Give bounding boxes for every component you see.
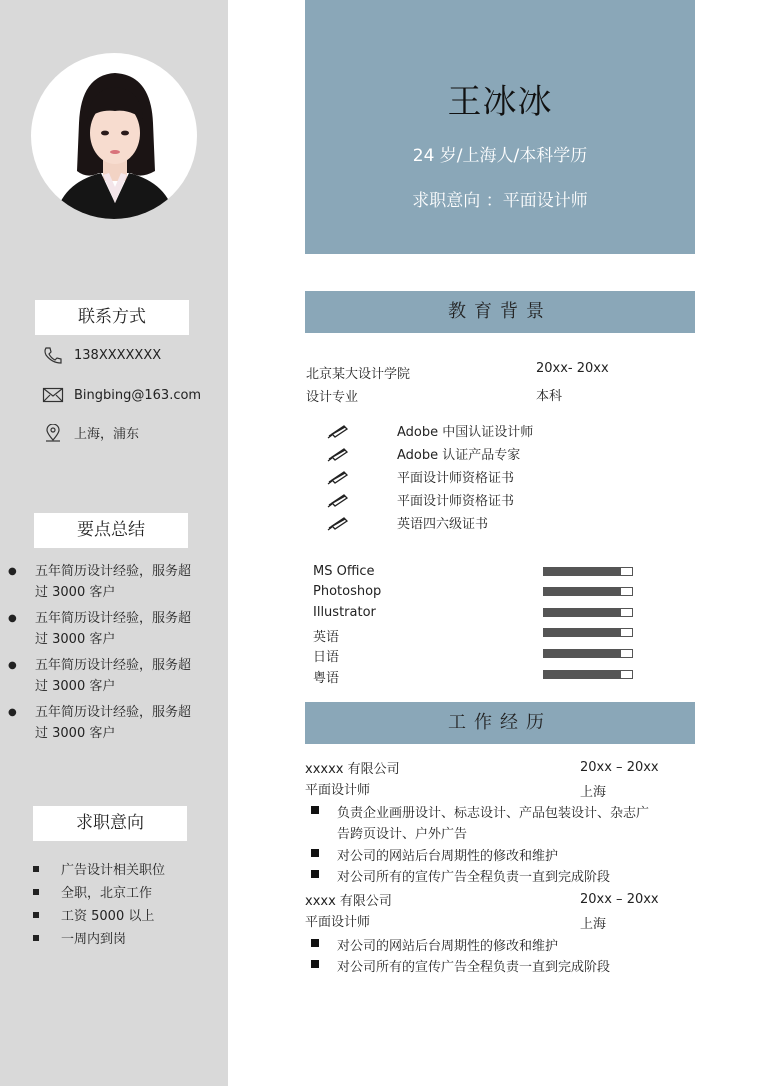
job-company: xxxxx 有限公司 xyxy=(305,762,400,777)
job-duty: 对公司所有的宣传广告全程负责一直到完成阶段 xyxy=(337,960,611,975)
phone-icon xyxy=(42,346,64,364)
work-section-title: 工作经历 xyxy=(305,702,695,744)
skill-level-bar xyxy=(543,628,633,637)
location-pin-icon xyxy=(42,424,64,442)
address-value: 上海，浦东 xyxy=(74,427,140,442)
square-bullet-icon xyxy=(33,866,39,872)
intention-section-title: 求职意向 xyxy=(33,806,187,841)
certificate-icon xyxy=(327,515,349,531)
contact-phone xyxy=(42,346,161,364)
job-duty: 告跨页设计、户外广告 xyxy=(337,827,468,842)
square-bullet-icon xyxy=(33,912,39,918)
skill-level-bar xyxy=(543,608,633,617)
summary-item-line: 五年简历设计经验，服务超 xyxy=(35,658,192,673)
contact-section-title: 联系方式 xyxy=(35,300,189,335)
skill-name: Photoshop xyxy=(313,584,382,599)
skill-level-fill xyxy=(544,629,621,636)
certificate-item: 平面设计师资格证书 xyxy=(397,494,515,509)
skill-level-bar xyxy=(543,567,633,576)
square-bullet-icon xyxy=(311,870,319,878)
skill-level-bar xyxy=(543,649,633,658)
contact-address xyxy=(42,423,139,442)
summary-item-line: 过 3000 客户 xyxy=(35,726,116,741)
certificate-icon xyxy=(327,423,349,439)
square-bullet-icon xyxy=(311,960,319,968)
school-name: 北京某大设计学院 xyxy=(306,367,411,382)
profile-subtitle: 24 岁/上海人/本科学历 xyxy=(412,146,588,166)
certificate-icon xyxy=(327,469,349,485)
intention-item xyxy=(33,859,165,878)
summary-item-line: 五年简历设计经验，服务超 xyxy=(35,705,192,720)
major: 设计专业 xyxy=(306,390,359,405)
bullet-icon: ● xyxy=(8,660,17,671)
skill-level-bar xyxy=(543,587,633,596)
intention-item xyxy=(33,882,152,901)
job-location: 上海 xyxy=(580,917,607,932)
bullet-icon: ● xyxy=(8,707,17,718)
skill-level-bar xyxy=(543,670,633,679)
degree: 本科 xyxy=(536,389,563,404)
summary-item-line: 过 3000 客户 xyxy=(35,585,116,600)
job-duty: 负责企业画册设计、标志设计、产品包装设计、杂志广 xyxy=(337,806,650,821)
certificate-item: Adobe 认证产品专家 xyxy=(397,448,521,463)
job-location: 上海 xyxy=(580,785,607,800)
intention-item xyxy=(33,928,126,947)
summary-item xyxy=(6,702,216,744)
profile-intention: 求职意向 ：平面设计师 xyxy=(412,191,588,211)
square-bullet-icon xyxy=(311,849,319,857)
square-bullet-icon xyxy=(33,889,39,895)
education-section-title: 教育背景 xyxy=(305,291,695,333)
certificate-item: 英语四六级证书 xyxy=(397,517,489,532)
skill-level-fill xyxy=(544,588,621,595)
certificate-icon xyxy=(327,446,349,462)
certificate-item: Adobe 中国认证设计师 xyxy=(397,425,534,440)
bullet-icon: ● xyxy=(8,566,17,577)
job-position: 平面设计师 xyxy=(305,783,371,798)
intention-item xyxy=(33,905,154,924)
skill-level-fill xyxy=(544,650,621,657)
intention-item-text: 工资 5000 以上 xyxy=(61,909,155,924)
square-bullet-icon xyxy=(33,935,39,941)
skill-name: 日语 xyxy=(313,650,340,665)
skill-name: MS Office xyxy=(313,564,375,579)
skill-name: Illustrator xyxy=(313,605,376,620)
summary-section-title: 要点总结 xyxy=(34,513,188,548)
job-period: 20xx – 20xx xyxy=(580,760,659,775)
bullet-icon: ● xyxy=(8,613,17,624)
job-position: 平面设计师 xyxy=(305,915,371,930)
certificate-item: 平面设计师资格证书 xyxy=(397,471,515,486)
skill-name: 粤语 xyxy=(313,671,340,686)
skill-level-fill xyxy=(544,671,621,678)
email-value: Bingbing@163.com xyxy=(74,387,202,403)
skill-name: 英语 xyxy=(313,630,340,645)
summary-item-line: 五年简历设计经验，服务超 xyxy=(35,611,192,626)
certificate-icon xyxy=(327,492,349,508)
profile-header xyxy=(305,0,695,254)
skill-level-fill xyxy=(544,609,621,616)
phone-value: 138XXXXXXX xyxy=(74,347,162,363)
intention-item-text: 全职，北京工作 xyxy=(61,886,153,901)
summary-item-line: 五年简历设计经验，服务超 xyxy=(35,564,192,579)
contact-email xyxy=(42,386,201,404)
skill-level-fill xyxy=(544,568,621,575)
intention-item-text: 一周内到岗 xyxy=(61,932,127,947)
education-period: 20xx- 20xx xyxy=(536,361,609,376)
profile-photo xyxy=(31,53,197,219)
intention-item-text: 广告设计相关职位 xyxy=(61,863,166,878)
job-duty: 对公司的网站后台周期性的修改和维护 xyxy=(337,849,559,864)
square-bullet-icon xyxy=(311,939,319,947)
summary-item-line: 过 3000 客户 xyxy=(35,632,116,647)
sidebar xyxy=(0,0,228,1086)
job-period: 20xx – 20xx xyxy=(580,892,659,907)
summary-item-line: 过 3000 客户 xyxy=(35,679,116,694)
job-duty: 对公司所有的宣传广告全程负责一直到完成阶段 xyxy=(337,870,611,885)
summary-item xyxy=(6,655,216,697)
summary-item xyxy=(6,561,216,603)
summary-item xyxy=(6,608,216,650)
job-duty: 对公司的网站后台周期性的修改和维护 xyxy=(337,939,559,954)
person-name: 王冰冰 xyxy=(447,82,553,122)
mail-icon xyxy=(42,386,64,404)
square-bullet-icon xyxy=(311,806,319,814)
job-company: xxxx 有限公司 xyxy=(305,894,392,909)
